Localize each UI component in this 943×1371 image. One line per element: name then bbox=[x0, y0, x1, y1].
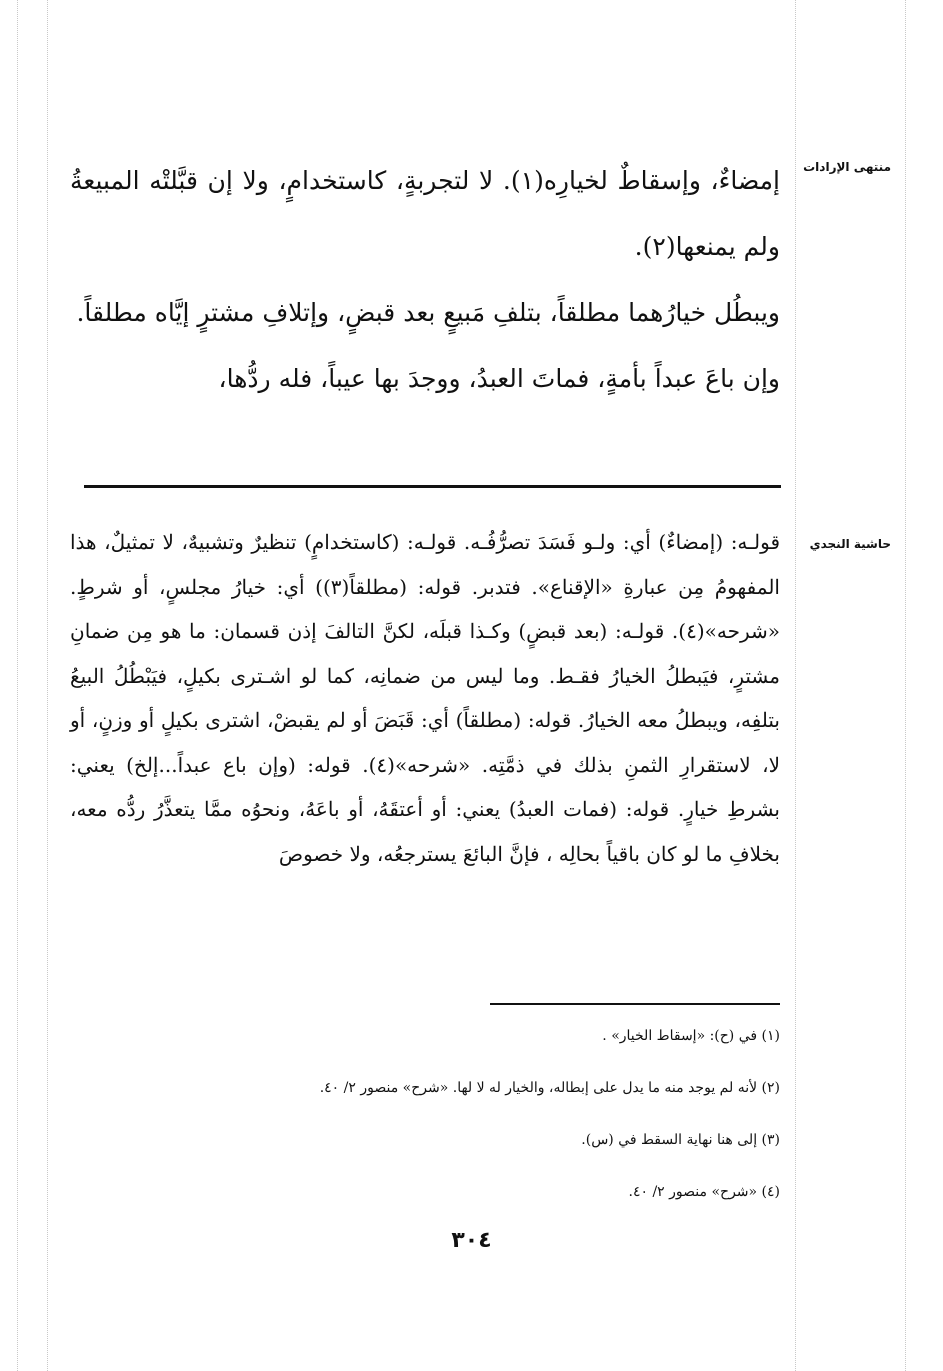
main-text bbox=[70, 148, 780, 412]
margin-guide bbox=[905, 0, 906, 1371]
footnote: (٤) «شرح» منصور ٢/ ٤٠. bbox=[628, 1184, 780, 1200]
margin-guide bbox=[47, 0, 48, 1371]
main-paragraph: إمضاءٌ، وإسقاطٌ لخيارِه(١). لا لتجربةٍ، كاستخدامٍ، ولا إن قبَّلتْه المبيعةُ ولم يمنعها(٢). bbox=[70, 166, 781, 261]
main-text-label: منتهى الإرادات bbox=[803, 160, 891, 174]
main-paragraph: ويبطُل خيارُهما مطلقاً، بتلفِ مَبيعٍ بعد قبضٍ، وإتلافِ مشترٍ إيَّاه مطلقاً. bbox=[76, 298, 780, 327]
footnote: (٢) لأنه لم يوجد منه ما يدل على إبطاله، والخيار له لا لها. «شرح» منصور ٢/ ٤٠. bbox=[319, 1080, 780, 1096]
section-divider bbox=[84, 485, 781, 488]
commentary-text bbox=[70, 520, 780, 876]
commentary-label: حاشية النجدي bbox=[809, 537, 891, 551]
margin-guide bbox=[17, 0, 18, 1371]
footnotes bbox=[180, 1022, 780, 1230]
margin-guide bbox=[795, 0, 796, 1371]
footnote: (١) في (ح): «إسقاط الخيار» . bbox=[602, 1028, 780, 1044]
page-number: ٣٠٤ bbox=[451, 1228, 492, 1253]
footnote-divider bbox=[490, 1003, 780, 1005]
main-paragraph: وإن باعَ عبداً بأمةٍ، فماتَ العبدُ، ووجدَ بها عيباً، فله ردُّها، bbox=[218, 364, 780, 393]
commentary-paragraph: قولـه: (إمضاءٌ) أي: ولـو فَسَدَ تصرُّفُـه. قولـه: (كاستخدامٍ) تنظيرٌ وتشبيهٌ، لا تمثيلٌ، هذا المفهومُ مِن عبارةِ «الإقناع». فتدبر. قوله: (مطلقاً(٣)) أي: خيارُ مجلسٍ، أو شرطٍ. «شرحه»(٤). قولـه: (بعد قبضٍ) وكـذا قبلَه، لكنَّ التالفَ إذن قسمان: ما هو مِن ضمانِ مشترٍ، فيَبطلُ الخيارُ فقـط. وما ليس من ضمانِه، كما لو اشـترى بكيلٍ، فيَبْطُلُ البيعُ بتلفِه، ويبطلُ معه الخيارُ. قوله: (مطلقاً) أي: قَبَضَ أو لم يقبضْ، اشترى بكيلٍ أو وزنٍ، أو لا، لاستقرارِ الثمنِ بذلك في ذمَّتِه. «شرحه»(٤). قوله: (وإن باع عبداً...إلخ) يعني: بشرطِ خيارٍ. قوله: (فمات العبدُ) يعني: أو أعتقَهُ، أو باعَهُ، ونحوُه ممَّا يتعذَّرُ ردُّه معه، بخلافِ ما لو كان باقياً بحالِه ، فإنَّ البائعَ يسترجعُه، ولا خصوصَ bbox=[70, 530, 781, 866]
footnote: (٣) إلى هنا نهاية السقط في (س). bbox=[581, 1132, 780, 1148]
